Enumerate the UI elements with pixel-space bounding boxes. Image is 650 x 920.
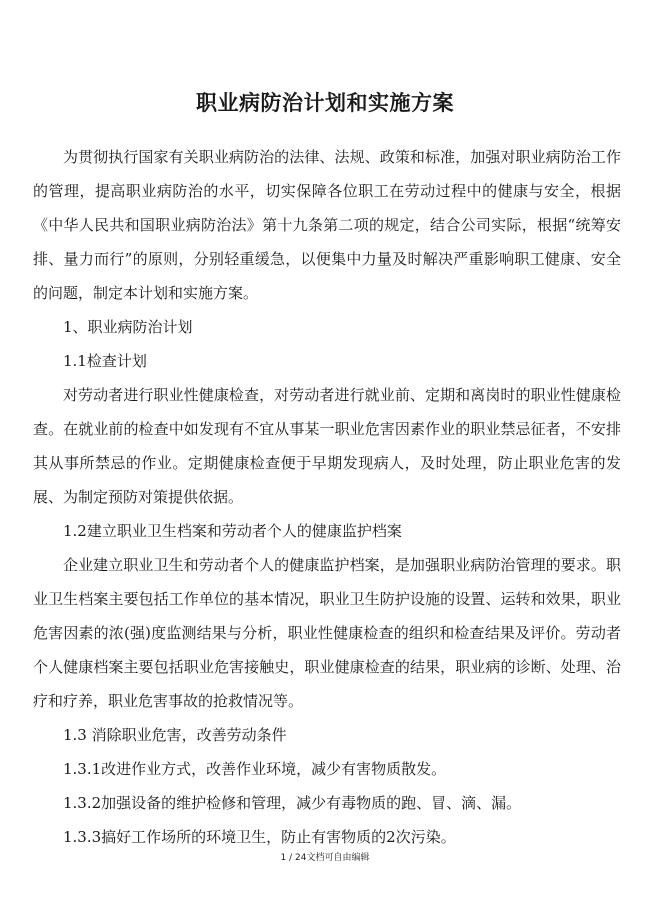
body-paragraph-1-2: 企业建立职业卫生和劳动者个人的健康监护档案，是加强职业病防治管理的要求。职业卫生档案主要包括工作单位的基本情况，职业卫生防护设施的设置、运转和效果，职业危害因素的浓(强)度监测结果与分析，职业性健康检查的组织和检查结果及评价。劳动者个人健康档案主要包括职业危害接触史，职业健康检查的结果，职业病的诊断、处理、治疗和疗养，职业危害事故的抢救情况等。	[33, 556, 621, 710]
list-item-1-3-3: 1.3.3搞好工作场所的环境卫生，防止有害物质的2次污染。	[63, 828, 456, 846]
page-footer: 1 / 24文档可自由编辑	[280, 853, 370, 863]
subsection-heading-1-1: 1.1检查计划	[63, 352, 147, 370]
intro-paragraph: 为贯彻执行国家有关职业病防治的法律、法规、政策和标准，加强对职业病防治工作的管理，提高职业病防治的水平，切实保障各位职工在劳动过程中的健康与安全，根据《中华人民共和国职业病防治法》第十九条第二项的规定，结合公司实际，根据“统筹安排、量力而行”的原则，分别轻重缓急，以便集中力量及时解决严重影响职工健康、安全的问题，制定本计划和实施方案。	[33, 148, 621, 302]
subsection-heading-1-2: 1.2建立职业卫生档案和劳动者个人的健康监护档案	[63, 522, 402, 540]
subsection-heading-1-3: 1.3 消除职业危害，改善劳动条件	[63, 726, 287, 744]
document-body	[33, 140, 621, 854]
list-item-1-3-2: 1.3.2加强设备的维护检修和管理，减少有毒物质的跑、冒、滴、漏。	[63, 794, 522, 812]
section-heading-1: 1、职业病防治计划	[63, 318, 193, 336]
body-paragraph-1-1: 对劳动者进行职业性健康检查，对劳动者进行就业前、定期和离岗时的职业性健康检查。在就业前的检查中如发现有不宜从事某一职业危害因素作业的职业禁忌征者，不安排其从事所禁忌的作业。定期健康检查便于早期发现病人，及时处理，防止职业危害的发展、为制定预防对策提供依据。	[33, 386, 621, 506]
list-item-1-3-1: 1.3.1改进作业方式，改善作业环境，减少有害物质散发。	[63, 760, 447, 778]
document-title: 职业病防治计划和实施方案	[196, 90, 454, 115]
